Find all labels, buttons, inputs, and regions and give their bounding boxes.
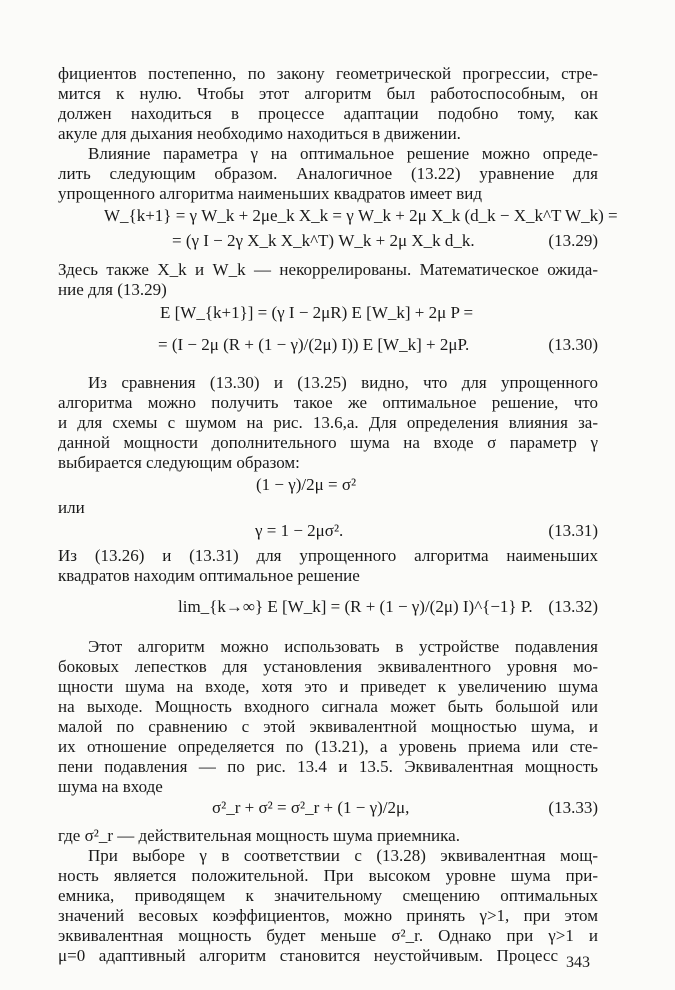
text-line: емника, приводящем к значительному смещению оптимальных: [58, 886, 598, 905]
text-line: Из (13.26) и (13.31) для упрощенного алгоритма наименьших: [58, 546, 598, 565]
equation: γ = 1 − 2μσ².: [255, 521, 344, 540]
page-number: 343: [566, 954, 590, 971]
text-line: Этот алгоритм можно использовать в устройстве подавления: [88, 637, 598, 656]
text-line: алгоритма можно получить такое же оптимальное решение, что: [58, 393, 598, 412]
equation-number: (13.30): [548, 335, 598, 354]
text-line: должен находиться в процессе адаптации подобно тому, как: [58, 104, 598, 123]
text-line: Здесь также X_k и W_k — некоррелированы. Математическое ожида-: [58, 260, 598, 279]
text-line: боковых лепестков для установления эквивалентного уровня мо-: [58, 657, 598, 676]
equation: W_{k+1} = γ W_k + 2μe_k X_k = γ W_k + 2μ X_k (d_k − X_k^T W_k) =: [104, 206, 618, 225]
text-line: лить следующим образом. Аналогичное (13.22) уравнение для: [58, 164, 598, 183]
text-line: ние для (13.29): [58, 280, 167, 299]
text-line: эквивалентная мощность будет меньше σ²_r. Однако при γ>1 и: [58, 926, 598, 945]
text-line: щности шума на входе, хотя это и приведет к увеличению шума: [58, 677, 598, 696]
text-line: малой по сравнению с этой эквивалентной мощностью шума, и: [58, 717, 598, 736]
text-line: данной мощности дополнительного шума на входе σ параметр γ: [58, 433, 598, 452]
equation: = (γ I − 2γ X_k X_k^T) W_k + 2μ X_k d_k.: [172, 231, 475, 250]
text-line: упрощенного алгоритма наименьших квадратов имеет вид: [58, 184, 482, 203]
text-line: значений весовых коэффициентов, можно принять γ>1, при этом: [58, 906, 598, 925]
text-line: μ=0 адаптивный алгоритм становится неустойчивым. Процесс: [58, 946, 558, 965]
text-line: Влияние параметра γ на оптимальное решение можно опреде-: [88, 144, 598, 163]
text-line: где σ²_r — действительная мощность шума приемника.: [58, 826, 460, 845]
text-line: и для схемы с шумом на рис. 13.6,а. Для определения влияния за-: [58, 413, 598, 432]
equation-number: (13.33): [548, 798, 598, 817]
text-line: выбирается следующим образом:: [58, 453, 300, 472]
equation: σ²_r + σ² = σ²_r + (1 − γ)/2μ,: [212, 798, 410, 817]
text-line: или: [58, 498, 85, 517]
text-line: Из сравнения (13.30) и (13.25) видно, что для упрощенного: [88, 373, 598, 392]
text-line: квадратов находим оптимальное решение: [58, 566, 360, 585]
text-line: на выходе. Мощность входного сигнала может быть большой или: [58, 697, 598, 716]
text-line: мится к нулю. Чтобы этот алгоритм был работоспособным, он: [58, 84, 598, 103]
text-line: шума на входе: [58, 777, 163, 796]
text-line: их отношение определяется по (13.21), а уровень приема или сте-: [58, 737, 598, 756]
equation-number: (13.31): [548, 521, 598, 540]
text-line: пени подавления — по рис. 13.4 и 13.5. Эквивалентная мощность: [58, 757, 598, 776]
equation: (1 − γ)/2μ = σ²: [256, 475, 357, 494]
equation: E [W_{k+1}] = (γ I − 2μR) E [W_k] + 2μ P =: [160, 303, 474, 322]
text-line: При выборе γ в соответствии с (13.28) эквивалентная мощ-: [88, 846, 598, 865]
equation: lim_{k→∞} E [W_k] = (R + (1 − γ)/(2μ) I)^{−1} P.: [178, 597, 533, 616]
equation-number: (13.29): [548, 231, 598, 250]
text-line: фициентов постепенно, по закону геометрической прогрессии, стре-: [58, 64, 598, 83]
text-line: ность является положительной. При высоком уровне шума при-: [58, 866, 598, 885]
text-line: акуле для дыхания необходимо находиться в движении.: [58, 124, 461, 143]
equation-number: (13.32): [548, 597, 598, 616]
equation: = (I − 2μ (R + (1 − γ)/(2μ) I)) E [W_k] + 2μP.: [158, 335, 470, 354]
